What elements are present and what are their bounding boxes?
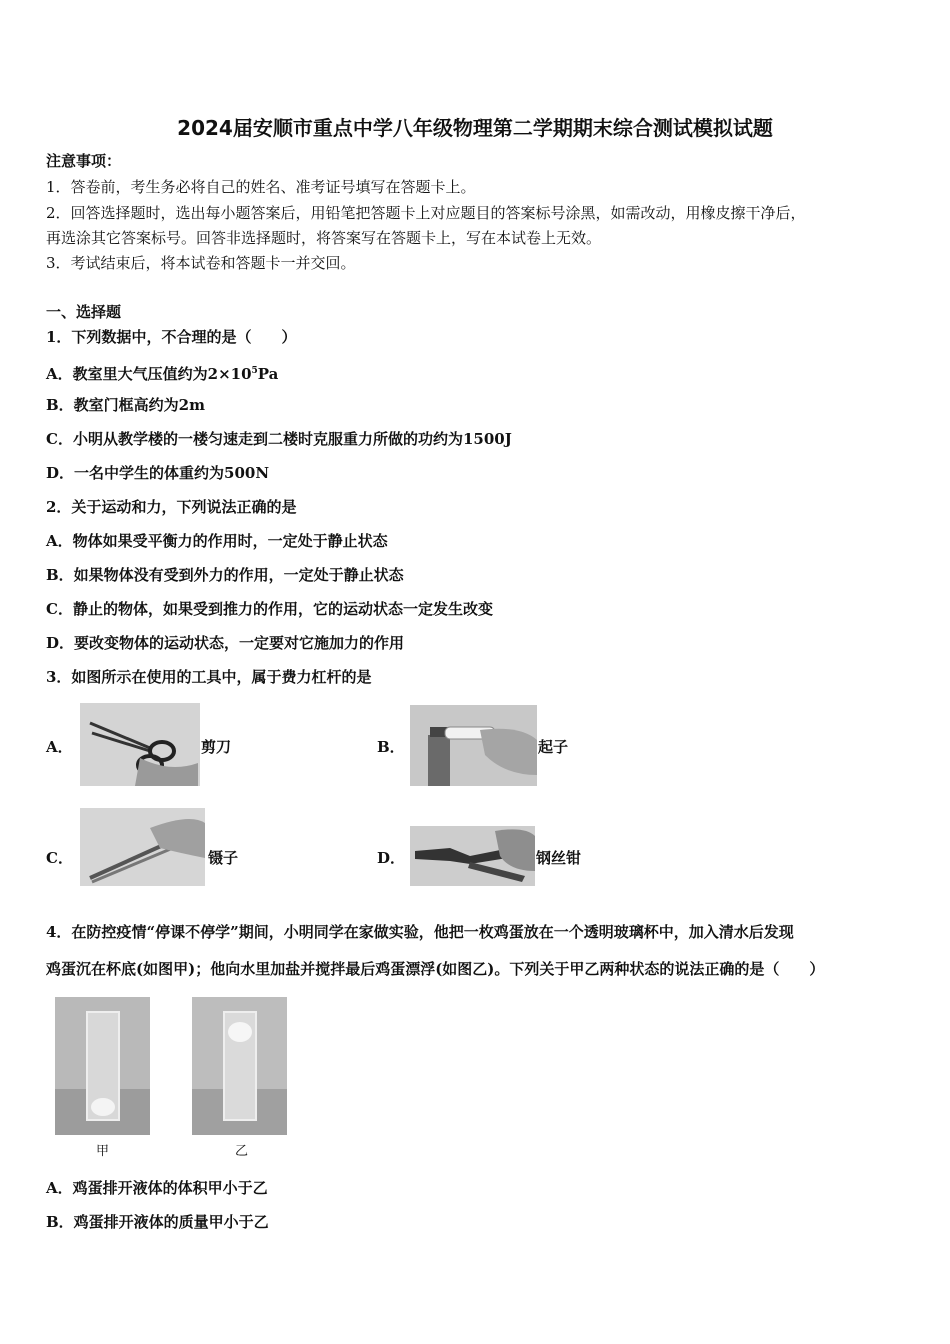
q2-option-d: D．要改变物体的运动状态，一定要对它施加力的作用 xyxy=(46,634,405,652)
q2-option-c: C．静止的物体，如果受到推力的作用，它的运动状态一定发生改变 xyxy=(46,600,493,618)
q1-option-b: B．教室门框高约为2m xyxy=(46,396,205,414)
q3-option-a-letter: A． xyxy=(46,738,73,756)
q4-stem-line2: 鸡蛋沉在杯底(如图甲)；他向水里加盐并搅拌最后鸡蛋漂浮(如图乙)。下列关于甲乙两种状态的说法正确的是（ ） xyxy=(46,960,825,978)
note-item: 再选涂其它答案标号。回答非选择题时，将答案写在答题卡上，写在本试卷上无效。 xyxy=(46,229,602,247)
glass-yi-image xyxy=(192,997,287,1135)
figure-label-yi: 乙 xyxy=(235,1144,249,1159)
notes-heading: 注意事项： xyxy=(46,152,122,170)
bottle-opener-image xyxy=(410,705,537,786)
q3-stem: 3．如图所示在使用的工具中，属于费力杠杆的是 xyxy=(46,668,372,686)
q3-option-c-caption: 镊子 xyxy=(208,849,239,867)
q4-stem-line1: 4．在防控疫情“停课不停学”期间，小明同学在家做实验，他把一枚鸡蛋放在一个透明玻璃杯中，加入清水后发现 xyxy=(46,923,794,941)
note-item: 2．回答选择题时，选出每小题答案后，用铅笔把答题卡上对应题目的答案标号涂黑，如需改动，用橡皮擦干净后， xyxy=(46,204,806,222)
q2-option-b: B．如果物体没有受到外力的作用，一定处于静止状态 xyxy=(46,566,404,584)
q3-option-d-letter: D． xyxy=(377,849,406,867)
q1-option-a xyxy=(46,361,278,384)
q4-option-a: A．鸡蛋排开液体的体积甲小于乙 xyxy=(46,1179,268,1197)
q1-stem: 1．下列数据中，不合理的是（ ） xyxy=(46,328,297,346)
note-item: 3．考试结束后，将本试卷和答题卡一并交回。 xyxy=(46,254,356,272)
q1-option-c: C．小明从教学楼的一楼匀速走到二楼时克服重力所做的功约为1500J xyxy=(46,430,512,448)
q1-a-exponent: 5 xyxy=(251,366,258,376)
tweezers-image xyxy=(80,808,205,886)
q3-option-a-caption: 剪刀 xyxy=(201,738,232,756)
q4-option-b: B．鸡蛋排开液体的质量甲小于乙 xyxy=(46,1213,269,1231)
note-item: 1．答卷前，考生务必将自己的姓名、准考证号填写在答题卡上。 xyxy=(46,178,476,196)
scissors-image xyxy=(80,703,200,786)
q2-stem: 2．关于运动和力，下列说法正确的是 xyxy=(46,498,297,516)
q3-option-b-letter: B． xyxy=(377,738,405,756)
pliers-image xyxy=(410,826,535,886)
figure-label-jia: 甲 xyxy=(96,1144,110,1159)
glass-jia-image xyxy=(55,997,150,1135)
q3-option-d-caption: 钢丝钳 xyxy=(536,849,582,867)
page-title: 2024届安顺市重点中学八年级物理第二学期期末综合测试模拟试题 xyxy=(177,116,773,140)
q2-option-a: A．物体如果受平衡力的作用时，一定处于静止状态 xyxy=(46,532,388,550)
q1-a-text: A．教室里大气压值约为2×10 xyxy=(46,365,252,383)
q3-option-b-caption: 起子 xyxy=(538,738,569,756)
q3-option-c-letter: C． xyxy=(46,849,73,867)
section-heading: 一、选择题 xyxy=(46,303,122,321)
q1-option-d: D．一名中学生的体重约为500N xyxy=(46,464,270,482)
q1-a-unit: Pa xyxy=(257,365,279,383)
